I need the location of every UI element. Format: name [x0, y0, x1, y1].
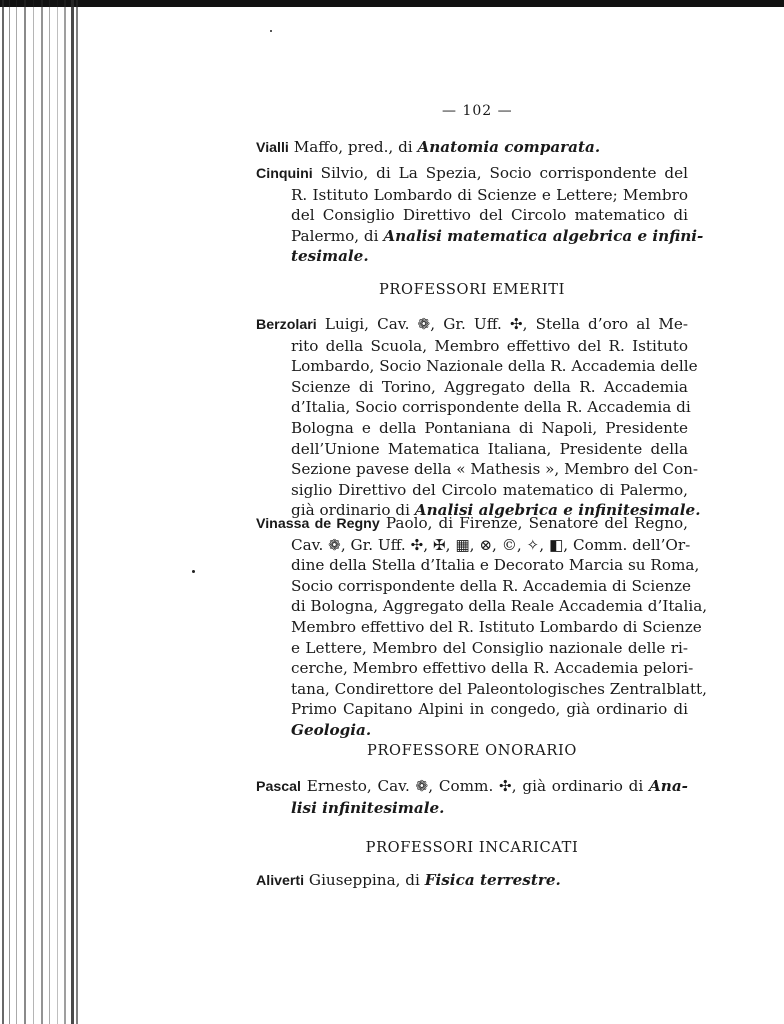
entry-name: Berzolari	[256, 317, 317, 333]
top-edge-shadow	[0, 0, 784, 7]
section-heading-emeriti: PROFESSORI EMERITI	[379, 281, 565, 298]
gutter-line	[2, 0, 4, 1024]
entry-text: Ernesto, Cav. ❁, Comm. ✣, già ordinario di	[300, 777, 650, 795]
page-number: — 102 —	[442, 103, 513, 119]
gutter-line	[41, 0, 43, 1024]
entry-text-line: Sezione pavese della « Mathesis », Membro del Con-	[291, 460, 699, 479]
entry-pascal	[256, 776, 688, 818]
gutter-line	[9, 0, 10, 1024]
entry-subject: lisi infinitesimale.	[291, 798, 445, 817]
entry-berzolari	[256, 314, 701, 521]
entry-text: Luigi, Cav. ❁, Gr. Uff. ✣, Stella d’oro al Me-	[316, 315, 688, 333]
entry-text-line: dell’Unione Matematica Italiana, Presidente della	[291, 439, 688, 458]
entry-subject: Analisi algebrica e infinitesimale.	[414, 501, 701, 520]
entry-name: Vialli	[256, 140, 289, 156]
section-heading-onorario: PROFESSORE ONORARIO	[367, 742, 577, 759]
entry-text-line: Primo Capitano Alpini in congedo, già ordinario di	[291, 700, 688, 719]
section-heading-incaricati: PROFESSORI INCARICATI	[365, 839, 579, 856]
entry-text: già ordinario di	[291, 501, 415, 520]
entry-text: Paolo, di Firenze, Senatore del Regno,	[379, 514, 688, 532]
entry-subject: tesimale.	[291, 247, 369, 266]
entry-text-line: Membro effettivo del R. Istituto Lombardo di Scienze	[291, 617, 702, 636]
entry-subject: Analisi matematica algebrica e infini-	[383, 226, 704, 245]
entry-text: Silvio, di La Spezia, Socio corrispondente del	[312, 164, 688, 182]
entry-text-line: R. Istituto Lombardo di Scienze e Lettere; Membro	[291, 185, 688, 204]
entry-text-line: tana, Condirettore del Paleontologisches Zentralblatt,	[291, 679, 707, 698]
entry-name: Aliverti	[256, 873, 305, 889]
gutter-line	[57, 0, 58, 1024]
gutter-line	[71, 0, 74, 1024]
entry-subject: Ana-	[649, 777, 688, 795]
entry-text-line: e Lettere, Membro del Consiglio nazionale delle ri-	[291, 638, 688, 657]
entry-text-line: Scienze di Torino, Aggregato della R. Accademia	[291, 377, 688, 396]
entry-text-line: Lombardo, Socio Nazionale della R. Accademia delle	[291, 357, 698, 376]
entry-text-line: di Bologna, Aggregato della Reale Accademia d’Italia,	[291, 597, 708, 616]
entry-text: Palermo, di	[291, 226, 384, 245]
gutter-line	[64, 0, 66, 1024]
entry-name: Cinquini	[256, 166, 313, 182]
entry-subject: Anatomia comparata.	[417, 138, 601, 156]
entry-text-line: Socio corrispondente della R. Accademia di Scienze	[291, 576, 691, 595]
paper-speck	[192, 570, 195, 573]
gutter-line	[16, 0, 17, 1024]
entry-aliverti	[256, 870, 688, 892]
entry-text: Maffo, pred., di	[288, 138, 418, 156]
entry-subject: Geologia.	[291, 720, 372, 739]
entry-subject: Fisica terrestre.	[424, 871, 561, 889]
gutter-line	[76, 0, 78, 1024]
entry-text: Giuseppina, di	[304, 871, 425, 889]
entry-text-line: cerche, Membro effettivo della R. Accademia pelori-	[291, 659, 694, 678]
entry-text-line: siglio Direttivo del Circolo matematico di Palermo,	[291, 480, 688, 499]
entry-text-line: Bologna e della Pontaniana di Napoli, Presidente	[291, 418, 688, 437]
entry-text-line: del Consiglio Direttivo del Circolo matematico di	[291, 206, 688, 225]
entry-text-line: dine della Stella d’Italia e Decorato Marcia su Roma,	[291, 556, 700, 575]
entry-text-line: rito della Scuola, Membro effettivo del R. Istituto	[291, 336, 688, 355]
gutter-line	[49, 0, 50, 1024]
entry-text-line: Cav. ❁, Gr. Uff. ✣, ✠, ▦, ⊗, ©, ✧, ◧, Comm. dell’Or-	[291, 535, 691, 554]
paper-speck	[270, 30, 272, 32]
gutter-line	[24, 0, 26, 1024]
entry-vialli	[256, 137, 688, 159]
entry-name: Pascal	[256, 779, 301, 795]
entry-name: Vinassa de Regny	[256, 516, 380, 532]
book-binding-gutter	[0, 0, 82, 1024]
entry-cinquini	[256, 163, 704, 267]
entry-vinassa	[256, 513, 708, 741]
entry-text-line: d’Italia, Socio corrispondente della R. Accademia di	[291, 398, 691, 417]
gutter-line	[33, 0, 34, 1024]
